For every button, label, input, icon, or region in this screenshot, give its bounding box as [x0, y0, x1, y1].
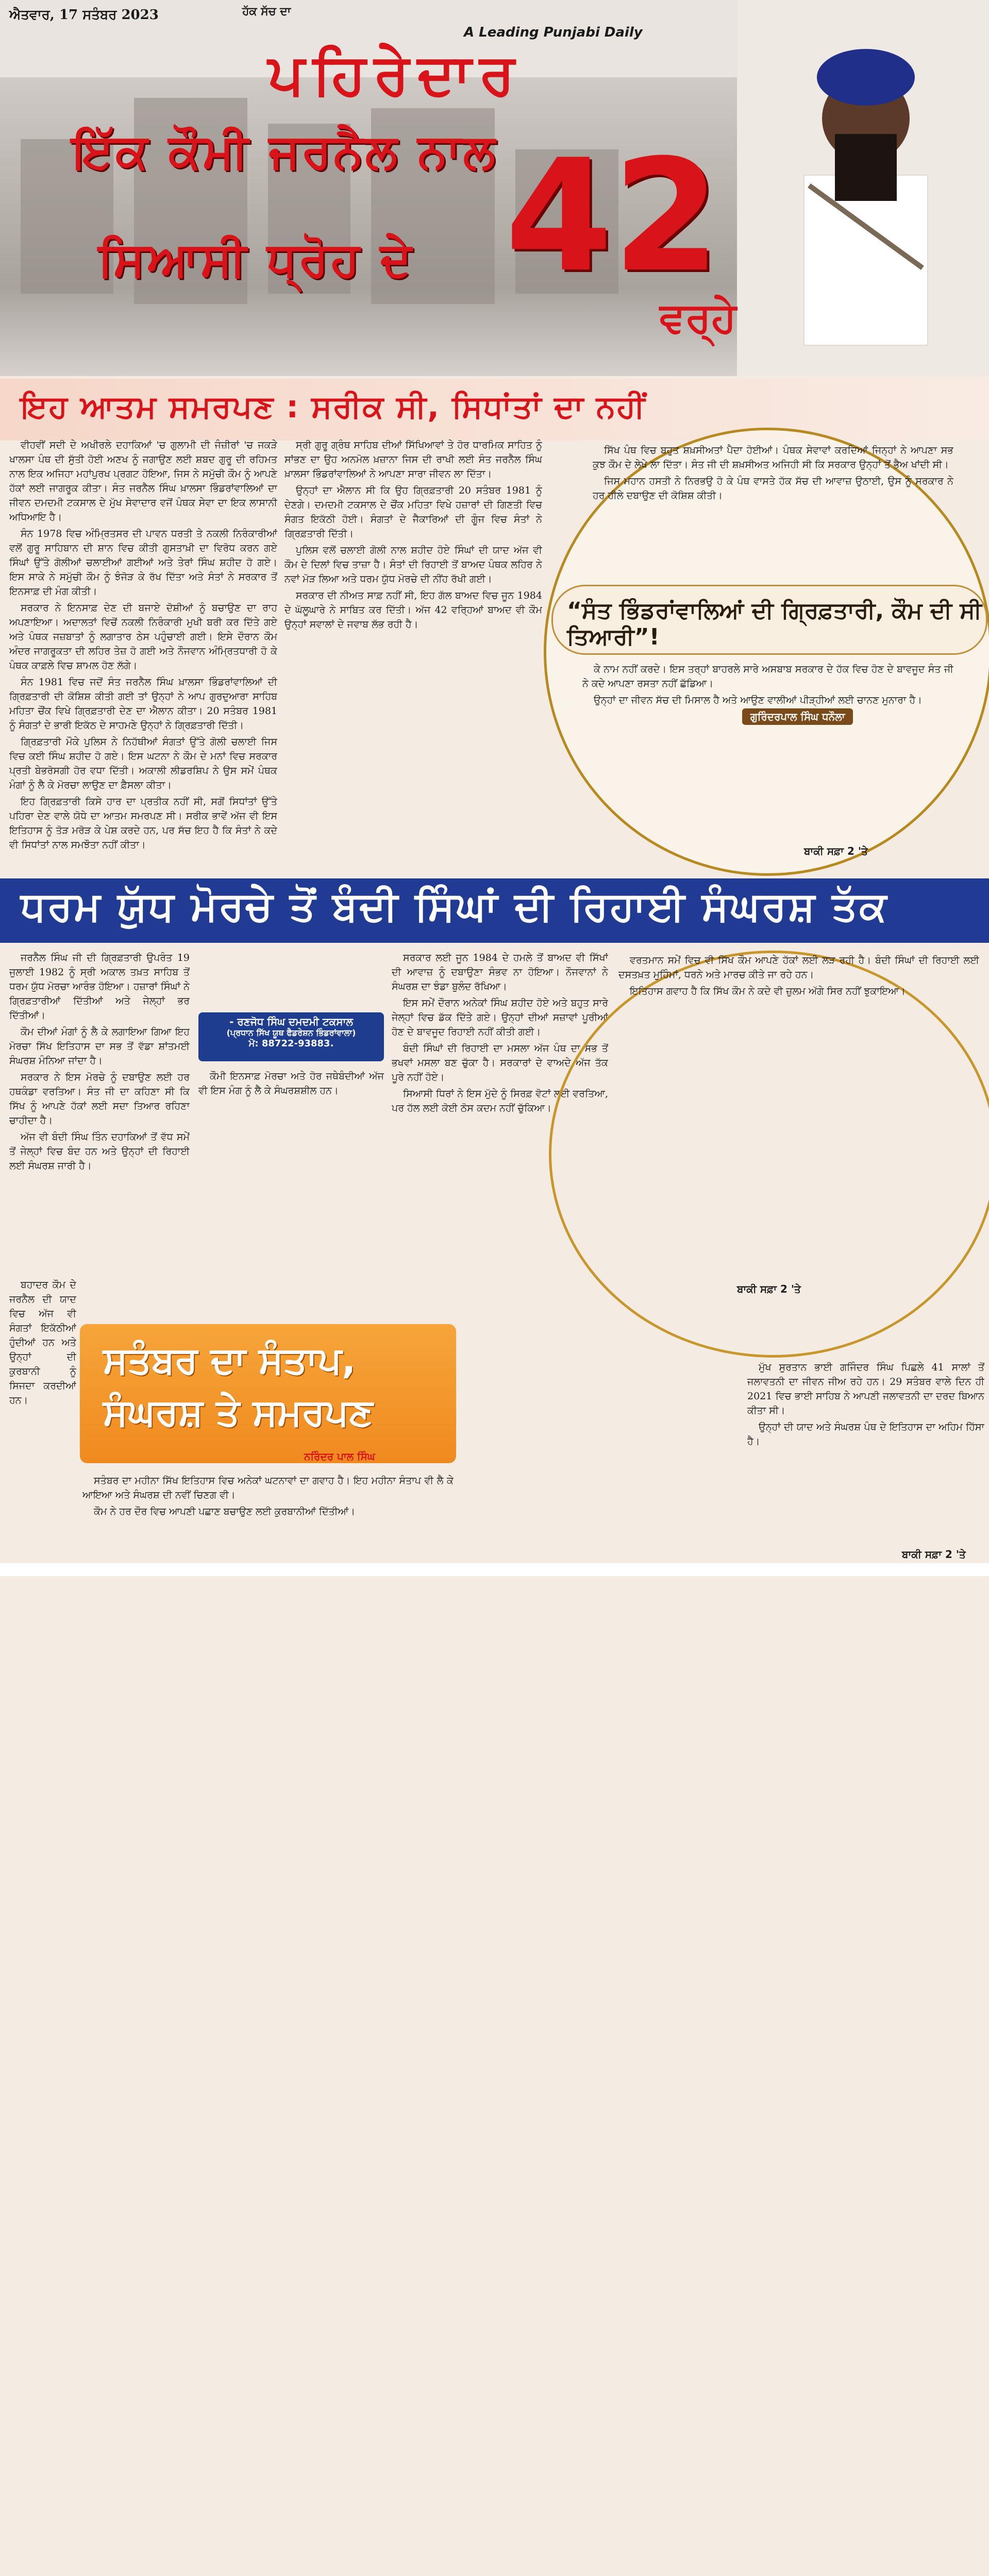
paragraph: ਕੌਮ ਨੇ ਹਰ ਦੌਰ ਵਿਚ ਆਪਣੀ ਪਛਾਣ ਬਚਾਉਣ ਲਈ ਕੁਰਬਾਨੀਆਂ ਦਿੱਤੀਆਂ। — [94, 1506, 356, 1517]
lower-column-1 — [9, 951, 190, 1311]
paragraph: ਕੌਮ ਦੀਆਂ ਮੰਗਾਂ ਨੂੰ ਲੈ ਕੇ ਲਗਾਇਆ ਗਿਆ ਇਹ ਮੋਰਚਾ ਸਿੱਖ ਇਤਿਹਾਸ ਦਾ ਸਭ ਤੋਂ ਵੱਡਾ ਸ਼ਾਂਤਮਈ ਸੰਘਰਸ਼ ਮੰਨਿਆ ਜਾਂਦਾ ਹੈ। — [9, 1026, 190, 1066]
feature-title — [103, 1334, 373, 1438]
author-role: (ਪ੍ਰਧਾਨ ਸਿੱਖ ਯੂਥ ਫੈਡਰੇਸ਼ਨ ਭਿੰਡਰਾਂਵਾਲਾ) — [226, 1028, 356, 1038]
issue-date: ਐਤਵਾਰ, 17 ਸਤੰਬਰ 2023 — [9, 7, 159, 23]
paragraph: ਬਹਾਦਰ ਕੌਮ ਦੇ ਜਰਨੈਲ ਦੀ ਯਾਦ ਵਿਚ ਅੱਜ ਵੀ ਸੰਗਤਾਂ ਇਕੱਠੀਆਂ ਹੁੰਦੀਆਂ ਹਨ ਅਤੇ ਉਨ੍ਹਾਂ ਦੀ ਕੁਰਬਾਨੀ ਨੂੰ ਸਿਜਦਾ ਕਰਦੀਆਂ ਹਨ। — [9, 1279, 76, 1406]
continued-note: ਬਾਕੀ ਸਫ਼ਾ 2 'ਤੇ — [804, 845, 868, 857]
feature-title-line2: ਸੰਘਰਸ਼ ਤੇ ਸਮਰਪਣ — [103, 1390, 373, 1434]
headline-suffix: ਵਰ੍ਹੇ — [660, 294, 736, 342]
paragraph: ਵਰਤਮਾਨ ਸਮੇਂ ਵਿਚ ਵੀ ਸਿੱਖ ਕੌਮ ਆਪਣੇ ਹੱਕਾਂ ਲਈ ਲੜ ਰਹੀ ਹੈ। ਬੰਦੀ ਸਿੰਘਾਂ ਦੀ ਰਿਹਾਈ ਲਈ ਦਸਤਖ਼ਤ ਮੁਹਿੰਮਾਂ, ਧਰਨੇ ਅਤੇ ਮਾਰਚ ਕੀਤੇ ਜਾ ਰਹੇ ਹਨ। — [618, 955, 979, 980]
paragraph: ਉਨ੍ਹਾਂ ਦਾ ਐਲਾਨ ਸੀ ਕਿ ਉਹ ਗ੍ਰਿਫ਼ਤਾਰੀ 20 ਸਤੰਬਰ 1981 ਨੂੰ ਦੇਣਗੇ। ਦਮਦਮੀ ਟਕਸਾਲ ਦੇ ਚੌਂਕ ਮਹਿਤਾ ਵਿਖੇ ਹਜ਼ਾਰਾਂ ਦੀ ਗਿਣਤੀ ਵਿਚ ਸੰਗਤ ਇਕੱਠੀ ਹੋਈ। ਸੰਗਤਾਂ ਦੇ ਜੈਕਾਰਿਆਂ ਦੀ ਗੂੰਜ ਵਿਚ ਸੰਤਾਂ ਨੇ ਗ੍ਰਿਫ਼ਤਾਰੀ ਦਿੱਤੀ। — [284, 485, 542, 539]
paragraph: ਸਤੰਬਰ ਦਾ ਮਹੀਨਾ ਸਿੱਖ ਇਤਿਹਾਸ ਵਿਚ ਅਨੇਕਾਂ ਘਟਨਾਵਾਂ ਦਾ ਗਵਾਹ ਹੈ। ਇਹ ਮਹੀਨਾ ਸੰਤਾਪ ਵੀ ਲੈ ਕੇ ਆਇਆ ਅਤੇ ਸੰਘਰਸ਼ ਦੀ ਨਵੀਂ ਚਿਣਗ ਵੀ। — [82, 1475, 454, 1501]
article-column-2 — [284, 438, 542, 871]
paragraph: ਸਰਕਾਰ ਨੇ ਇਨਸਾਫ਼ ਦੇਣ ਦੀ ਬਜਾਏ ਦੋਸ਼ੀਆਂ ਨੂੰ ਬਚਾਉਣ ਦਾ ਰਾਹ ਅਪਣਾਇਆ। ਅਦਾਲਤਾਂ ਵਿਚੋਂ ਨਕਲੀ ਨਿਰੰਕਾਰੀ ਮੁਖੀ ਬਰੀ ਕਰ ਦਿੱਤੇ ਗਏ ਅਤੇ ਪੰਥਕ ਜਜ਼ਬਾਤਾਂ ਨੂੰ ਲਗਾਤਾਰ ਠੇਸ ਪਹੁੰਚਾਈ ਗਈ। ਇਸੇ ਦੌਰਾਨ ਕੌਮ ਅੰਦਰ ਜਾਗਰੂਕਤਾ ਦੀ ਲਹਿਰ ਤੇਜ਼ ਹੋ ਗਈ ਅਤੇ ਨੌਜਵਾਨ ਅੰਮ੍ਰਿਤਧਾਰੀ ਹੋ ਕੇ ਪੰਥਕ ਕਾਫ਼ਲੇ ਵਿਚ ਸ਼ਾਮਲ ਹੋਣ ਲੱਗੇ। — [9, 602, 277, 671]
author-phone: ਮੋ: 88722-93883. — [248, 1038, 334, 1049]
paper-tagline: A Leading Punjabi Daily — [464, 25, 643, 40]
paragraph: ਮੁੱਖ ਸੁਰਤਾਨ ਭਾਈ ਗਜਿੰਦਰ ਸਿੰਘ ਪਿਛਲੇ 41 ਸਾਲਾਂ ਤੋਂ ਜਲਾਵਤਨੀ ਦਾ ਜੀਵਨ ਜੀਅ ਰਹੇ ਹਨ। 29 ਸਤੰਬਰ ਵਾਲੇ ਦਿਨ ਹੀ 2021 ਵਿਚ ਭਾਈ ਸਾਹਿਬ ਨੇ ਆਪਣੀ ਜਲਾਵਤਨੀ ਦਾ ਦਰਦ ਬਿਆਨ ਕੀਤਾ ਸੀ। — [747, 1362, 984, 1416]
byline-author: ਨਰਿੰਦਰ ਪਾਲ ਸਿੰਘ — [304, 1450, 375, 1463]
article-column-1 — [9, 438, 277, 871]
continued-note: ਬਾਕੀ ਸਫ਼ਾ 2 'ਤੇ — [902, 1548, 966, 1561]
pull-quote: “ਸੰਤ ਭਿੰਡਰਾਂਵਾਲਿਆਂ ਦੀ ਗ੍ਰਿਫ਼ਤਾਰੀ, ਕੌਮ ਦੀ ਸੀ ਤਿਆਰੀ”! — [567, 598, 982, 650]
banner-headline: ਧਰਮ ਯੁੱਧ ਮੋਰਚੇ ਤੋਂ ਬੰਦੀ ਸਿੰਘਾਂ ਦੀ ਰਿਹਾਈ ਸੰਘਰਸ਼ ਤੱਕ — [21, 884, 889, 930]
paragraph: ਸੰਨ 1981 ਵਿਚ ਜਦੋਂ ਸੰਤ ਜਰਨੈਲ ਸਿੰਘ ਖ਼ਾਲਸਾ ਭਿੰਡਰਾਂਵਾਲਿਆਂ ਦੀ ਗ੍ਰਿਫ਼ਤਾਰੀ ਦੀ ਕੋਸ਼ਿਸ਼ ਕੀਤੀ ਗਈ ਤਾਂ ਉਨ੍ਹਾਂ ਨੇ ਆਪ ਗੁਰਦੁਆਰਾ ਸਾਹਿਬ ਮਹਿਤਾ ਚੌਂਕ ਵਿਖੇ ਗ੍ਰਿਫ਼ਤਾਰੀ ਦੇਣ ਦਾ ਐਲਾਨ ਕੀਤਾ। 20 ਸਤੰਬਰ 1981 ਨੂੰ ਸੰਗਤਾਂ ਦੇ ਭਾਰੀ ਇਕੱਠ ਦੇ ਸਾਹਮਣੇ ਉਨ੍ਹਾਂ ਨੇ ਗ੍ਰਿਫ਼ਤਾਰੀ ਦਿੱਤੀ। — [9, 676, 277, 731]
paragraph: ਜਰਨੈਲ ਸਿੰਘ ਜੀ ਦੀ ਗ੍ਰਿਫ਼ਤਾਰੀ ਉਪਰੰਤ 19 ਜੁਲਾਈ 1982 ਨੂੰ ਸ੍ਰੀ ਅਕਾਲ ਤਖ਼ਤ ਸਾਹਿਬ ਤੋਂ ਧਰਮ ਯੁੱਧ ਮੋਰਚਾ ਆਰੰਭ ਹੋਇਆ। ਹਜ਼ਾਰਾਂ ਸਿੰਘਾਂ ਨੇ ਗ੍ਰਿਫ਼ਤਾਰੀਆਂ ਦਿੱਤੀਆਂ ਅਤੇ ਜੇਲ੍ਹਾਂ ਭਰ ਦਿੱਤੀਆਂ। — [9, 952, 190, 1021]
print-marks-bar — [0, 1563, 989, 1576]
paragraph: ਪੁਲਿਸ ਵਲੋਂ ਚਲਾਈ ਗੋਲੀ ਨਾਲ ਸ਼ਹੀਦ ਹੋਏ ਸਿੰਘਾਂ ਦੀ ਯਾਦ ਅੱਜ ਵੀ ਕੌਮ ਦੇ ਦਿਲਾਂ ਵਿਚ ਤਾਜ਼ਾ ਹੈ। ਸੰਤਾਂ ਦੀ ਰਿਹਾਈ ਤੋਂ ਬਾਅਦ ਪੰਥਕ ਲਹਿਰ ਨੇ ਨਵਾਂ ਮੋੜ ਲਿਆ ਅਤੇ ਧਰਮ ਯੁੱਧ ਮੋਰਚੇ ਦੀ ਨੀਂਹ ਰੱਖੀ ਗਈ। — [284, 545, 542, 585]
lower-column-1b — [198, 1069, 384, 1316]
paragraph: ਸਿਆਸੀ ਧਿਰਾਂ ਨੇ ਇਸ ਮੁੱਦੇ ਨੂੰ ਸਿਰਫ਼ ਵੋਟਾਂ ਲਈ ਵਰਤਿਆ, ਪਰ ਹੱਲ ਲਈ ਕੋਈ ਠੋਸ ਕਦਮ ਨਹੀਂ ਚੁੱਕਿਆ। — [392, 1088, 608, 1114]
continued-note: ਬਾਕੀ ਸਫ਼ਾ 2 'ਤੇ — [737, 1283, 801, 1295]
bottom-mid-column — [82, 1473, 454, 1561]
author-name: - ਰਣਜੋਧ ਸਿੰਘ ਦਮਦਮੀ ਟਕਸਾਲ — [229, 1015, 353, 1028]
paragraph: ਗ੍ਰਿਫ਼ਤਾਰੀ ਮੌਕੇ ਪੁਲਿਸ ਨੇ ਨਿਹੱਥੀਆਂ ਸੰਗਤਾਂ ਉੱਤੇ ਗੋਲੀ ਚਲਾਈ ਜਿਸ ਵਿਚ ਕਈ ਸਿੰਘ ਸ਼ਹੀਦ ਹੋ ਗਏ। ਇਸ ਘਟਨਾ ਨੇ ਕੌਮ ਦੇ ਮਨਾਂ ਵਿਚ ਸਰਕਾਰ ਪ੍ਰਤੀ ਬੇਭਰੋਸਗੀ ਹੋਰ ਵਧਾ ਦਿੱਤੀ। ਅਕਾਲੀ ਲੀਡਰਸ਼ਿਪ ਨੇ ਉਸ ਸਮੇਂ ਪੰਥਕ ਮੰਗਾਂ ਨੂੰ ਲੈ ਕੇ ਮੋਰਚਾ ਲਾਉਣ ਦਾ ਫ਼ੈਸਲਾ ਕੀਤਾ। — [9, 736, 277, 791]
paragraph: ਕੌਮੀ ਇਨਸਾਫ਼ ਮੋਰਚਾ ਅਤੇ ਹੋਰ ਜਥੇਬੰਦੀਆਂ ਅੱਜ ਵੀ ਇਸ ਮੰਗ ਨੂੰ ਲੈ ਕੇ ਸੰਘਰਸ਼ਸ਼ੀਲ ਹਨ। — [198, 1071, 384, 1096]
paragraph: ਉਨ੍ਹਾਂ ਦੀ ਯਾਦ ਅਤੇ ਸੰਘਰਸ਼ ਪੰਥ ਦੇ ਇਤਿਹਾਸ ਦਾ ਅਹਿਮ ਹਿੱਸਾ ਹੈ। — [747, 1421, 984, 1447]
article-subhead: ਇਹ ਆਤਮ ਸਮਰਪਣ : ਸਰੀਕ ਸੀ, ਸਿਧਾਂਤਾਂ ਦਾ ਨਹੀਂ — [21, 389, 646, 425]
paragraph: ਕੇ ਨਾਮ ਨਹੀਂ ਕਰਦੇ। ਇਸ ਤਰ੍ਹਾਂ ਬਾਹਰਲੇ ਸਾਰੇ ਅਸਬਾਬ ਸਰਕਾਰ ਦੇ ਹੱਕ ਵਿਚ ਹੋਣ ਦੇ ਬਾਵਜੂਦ ਸੰਤ ਜੀ ਨੇ ਕਦੇ ਆਪਣਾ ਰਸਤਾ ਨਹੀਂ ਛੱਡਿਆ। — [582, 664, 953, 689]
byline-badge: ਗੁਰਿੰਦਰਪਾਲ ਸਿੰਘ ਧਨੌਲਾ — [742, 708, 853, 725]
headline-line1: ਇੱਕ ਕੌਮੀ ਜਰਨੈਲ ਨਾਲ — [72, 124, 497, 179]
paragraph: ਸੰਨ 1978 ਵਿਚ ਅੰਮ੍ਰਿਤਸਰ ਦੀ ਪਾਵਨ ਧਰਤੀ ਤੇ ਨਕਲੀ ਨਿਰੰਕਾਰੀਆਂ ਵਲੋਂ ਗੁਰੂ ਸਾਹਿਬਾਨ ਦੀ ਸ਼ਾਨ ਵਿਚ ਕੀਤੀ ਗੁਸਤਾਖ਼ੀ ਦਾ ਵਿਰੋਧ ਕਰਨ ਗਏ ਸਿੰਘਾਂ ਉੱਤੇ ਗੋਲੀਆਂ ਚਲਾਈਆਂ ਗਈਆਂ ਅਤੇ ਤੇਰਾਂ ਸਿੰਘ ਸ਼ਹੀਦ ਹੋ ਗਏ। ਇਸ ਸਾਕੇ ਨੇ ਸਮੁੱਚੀ ਕੌਮ ਨੂੰ ਝੰਜੋੜ ਕੇ ਰੱਖ ਦਿੱਤਾ ਅਤੇ ਸੰਤਾਂ ਨੇ ਸਰਕਾਰ ਤੋਂ ਇਨਸਾਫ਼ ਦੀ ਮੰਗ ਕੀਤੀ। — [9, 528, 277, 597]
oval-text-lower — [582, 662, 953, 832]
leader-photo — [737, 0, 989, 376]
paragraph: ਸਰਕਾਰ ਲਈ ਜੂਨ 1984 ਦੇ ਹਮਲੇ ਤੋਂ ਬਾਅਦ ਵੀ ਸਿੱਖਾਂ ਦੀ ਆਵਾਜ਼ ਨੂੰ ਦਬਾਉਣਾ ਸੰਭਵ ਨਾ ਹੋਇਆ। ਨੌਜਵਾਨਾਂ ਨੇ ਸੰਘਰਸ਼ ਦਾ ਝੰਡਾ ਬੁਲੰਦ ਰੱਖਿਆ। — [392, 952, 608, 992]
paragraph: ਬੰਦੀ ਸਿੰਘਾਂ ਦੀ ਰਿਹਾਈ ਦਾ ਮਸਲਾ ਅੱਜ ਪੰਥ ਦਾ ਸਭ ਤੋਂ ਭਖਵਾਂ ਮਸਲਾ ਬਣ ਚੁੱਕਾ ਹੈ। ਸਰਕਾਰਾਂ ਦੇ ਵਾਅਦੇ ਅੱਜ ਤੱਕ ਪੂਰੇ ਨਹੀਂ ਹੋਏ। — [392, 1043, 608, 1083]
headline-line2: ਸਿਆਸੀ ਧ੍ਰੋਹ ਦੇ — [98, 232, 414, 287]
paragraph: ਸਿੱਖ ਪੰਥ ਵਿਚ ਬਹੁਤ ਸ਼ਖ਼ਸੀਅਤਾਂ ਪੈਦਾ ਹੋਈਆਂ। ਪੰਥਕ ਸੇਵਾਵਾਂ ਕਰਦਿਆਂ ਜਿਨ੍ਹਾਂ ਨੇ ਆਪਣਾ ਸਭ ਕੁਝ ਕੌਮ ਦੇ ਲੇਖੇ ਲਾ ਦਿੱਤਾ। ਸੰਤ ਜੀ ਦੀ ਸ਼ਖ਼ਸੀਅਤ ਅਜਿਹੀ ਸੀ ਕਿ ਸਰਕਾਰ ਉਨ੍ਹਾਂ ਤੋਂ ਭੈਅ ਖਾਂਦੀ ਸੀ। — [593, 445, 953, 470]
paragraph: ਅੱਜ ਵੀ ਬੰਦੀ ਸਿੰਘ ਤਿੰਨ ਦਹਾਕਿਆਂ ਤੋਂ ਵੱਧ ਸਮੇਂ ਤੋਂ ਜੇਲ੍ਹਾਂ ਵਿਚ ਬੰਦ ਹਨ ਅਤੇ ਉਨ੍ਹਾਂ ਦੀ ਰਿਹਾਈ ਲਈ ਸੰਘਰਸ਼ ਜਾਰੀ ਹੈ। — [9, 1131, 190, 1172]
paragraph: ਇਸ ਸਮੇਂ ਦੌਰਾਨ ਅਨੇਕਾਂ ਸਿੰਘ ਸ਼ਹੀਦ ਹੋਏ ਅਤੇ ਬਹੁਤ ਸਾਰੇ ਜੇਲ੍ਹਾਂ ਵਿਚ ਡੱਕ ਦਿੱਤੇ ਗਏ। ਉਨ੍ਹਾਂ ਦੀਆਂ ਸਜ਼ਾਵਾਂ ਪੂਰੀਆਂ ਹੋਣ ਦੇ ਬਾਵਜੂਦ ਰਿਹਾਈ ਨਹੀਂ ਕੀਤੀ ਗਈ। — [392, 997, 608, 1038]
paragraph: ਸਰਕਾਰ ਨੇ ਇਸ ਮੋਰਚੇ ਨੂੰ ਦਬਾਉਣ ਲਈ ਹਰ ਹਥਕੰਡਾ ਵਰਤਿਆ। ਸੰਤ ਜੀ ਦਾ ਕਹਿਣਾ ਸੀ ਕਿ ਸਿੱਖ ਨੂੰ ਆਪਣੇ ਹੱਕਾਂ ਲਈ ਸਦਾ ਤਿਆਰ ਰਹਿਣਾ ਚਾਹੀਦਾ ਹੈ। — [9, 1072, 190, 1126]
headline-number: 42 — [505, 126, 720, 306]
lower-oval-text — [618, 953, 979, 1273]
newspaper-title: ਪਹਿਰੇਦਾਰ — [268, 41, 523, 107]
paragraph: ਵੀਹਵੀਂ ਸਦੀ ਦੇ ਅਖੀਰਲੇ ਦਹਾਕਿਆਂ 'ਚ ਗੁਲਾਮੀ ਦੀ ਜੰਜ਼ੀਰਾਂ 'ਚ ਜਕੜੇ ਖਾਲਸਾ ਪੰਥ ਦੀ ਸੁੱਤੀ ਹੋਈ ਅਣਖ ਨੂੰ ਜਗਾਉਣ ਲਈ ਸ਼ਬਦ ਗੁਰੂ ਦੀ ਰਹਿਮਤ ਨਾਲ ਇਕ ਅਜਿਹਾ ਮਹਾਂਪੁਰਖ ਪ੍ਰਗਟ ਹੋਇਆ, ਜਿਸ ਨੇ ਸਮੁੱਚੀ ਕੌਮ ਨੂੰ ਆਪਣੇ ਹੱਕਾਂ ਲਈ ਜਾਗਰੂਕ ਕੀਤਾ। ਸੰਤ ਜਰਨੈਲ ਸਿੰਘ ਖ਼ਾਲਸਾ ਭਿੰਡਰਾਂਵਾਲਿਆਂ ਦਾ ਜੀਵਨ ਦਮਦਮੀ ਟਕਸਾਲ ਦੇ ਮੁੱਖ ਸੇਵਾਦਾਰ ਵਜੋਂ ਪੰਥਕ ਸੇਵਾ ਦਾ ਇਕ ਲਾਸਾਨੀ ਅਧਿਆਇ ਹੈ। — [9, 439, 277, 523]
paper-motto: ਹੱਕ ਸੱਚ ਦਾ — [242, 5, 291, 18]
paragraph: ਇਤਿਹਾਸ ਗਵਾਹ ਹੈ ਕਿ ਸਿੱਖ ਕੌਮ ਨੇ ਕਦੇ ਵੀ ਜ਼ੁਲਮ ਅੱਗੇ ਸਿਰ ਨਹੀਂ ਝੁਕਾਇਆ। — [630, 986, 906, 997]
bottom-left-column — [9, 1278, 76, 1556]
oval-text-upper — [593, 443, 953, 577]
paragraph: ਇਹ ਗ੍ਰਿਫ਼ਤਾਰੀ ਕਿਸੇ ਹਾਰ ਦਾ ਪ੍ਰਤੀਕ ਨਹੀਂ ਸੀ, ਸਗੋਂ ਸਿਧਾਂਤਾਂ ਉੱਤੇ ਪਹਿਰਾ ਦੇਣ ਵਾਲੇ ਯੋਧੇ ਦਾ ਆਤਮ ਸਮਰਪਣ ਸੀ। ਸਰੀਕ ਭਾਵੇਂ ਅੱਜ ਵੀ ਇਸ ਇਤਿਹਾਸ ਨੂੰ ਤੋੜ ਮਰੋੜ ਕੇ ਪੇਸ਼ ਕਰਦੇ ਹਨ, ਪਰ ਸੱਚ ਇਹ ਹੈ ਕਿ ਸੰਤਾਂ ਨੇ ਕਦੇ ਵੀ ਸਿਧਾਂਤਾਂ ਨਾਲ ਸਮਝੌਤਾ ਨਹੀਂ ਕੀਤਾ। — [9, 796, 277, 851]
paragraph: ਜਿਸ ਮਹਾਨ ਹਸਤੀ ਨੇ ਨਿਰਭਉ ਹੋ ਕੇ ਪੰਥ ਵਾਸਤੇ ਹੱਕ ਸੱਚ ਦੀ ਆਵਾਜ਼ ਉਠਾਈ, ਉਸ ਨੂੰ ਸਰਕਾਰ ਨੇ ਹਰ ਹੀਲੇ ਦਬਾਉਣ ਦੀ ਕੋਸ਼ਿਸ਼ ਕੀਤੀ। — [593, 476, 953, 501]
author-box — [198, 1012, 384, 1061]
paragraph: ਸ੍ਰੀ ਗੁਰੂ ਗ੍ਰੰਥ ਸਾਹਿਬ ਦੀਆਂ ਸਿੱਖਿਆਵਾਂ ਤੇ ਹੋਰ ਧਾਰਮਿਕ ਸਾਹਿਤ ਨੂੰ ਸਾਂਭਣ ਦਾ ਉਹ ਅਨਮੋਲ ਖ਼ਜ਼ਾਨਾ ਜਿਸ ਦੀ ਰਾਖੀ ਲਈ ਸੰਤ ਜਰਨੈਲ ਸਿੰਘ ਖ਼ਾਲਸਾ ਭਿੰਡਰਾਂਵਾਲਿਆਂ ਨੇ ਆਪਣਾ ਸਾਰਾ ਜੀਵਨ ਲਾ ਦਿੱਤਾ। — [284, 439, 542, 480]
bottom-right-column — [747, 1360, 984, 1556]
feature-title-line1: ਸਤੰਬਰ ਦਾ ਸੰਤਾਪ, — [103, 1338, 356, 1382]
paragraph: ਸਰਕਾਰ ਦੀ ਨੀਅਤ ਸਾਫ਼ ਨਹੀਂ ਸੀ, ਇਹ ਗੱਲ ਬਾਅਦ ਵਿਚ ਜੂਨ 1984 ਦੇ ਘੱਲੂਘਾਰੇ ਨੇ ਸਾਬਿਤ ਕਰ ਦਿੱਤੀ। ਅੱਜ 42 ਵਰ੍ਹਿਆਂ ਬਾਅਦ ਵੀ ਕੌਮ ਉਨ੍ਹਾਂ ਸਵਾਲਾਂ ਦੇ ਜਵਾਬ ਲੱਭ ਰਹੀ ਹੈ। — [284, 590, 542, 630]
paragraph: ਉਨ੍ਹਾਂ ਦਾ ਜੀਵਨ ਸੱਚ ਦੀ ਮਿਸਾਲ ਹੈ ਅਤੇ ਆਉਣ ਵਾਲੀਆਂ ਪੀੜ੍ਹੀਆਂ ਲਈ ਚਾਨਣ ਮੁਨਾਰਾ ਹੈ। — [594, 694, 922, 706]
